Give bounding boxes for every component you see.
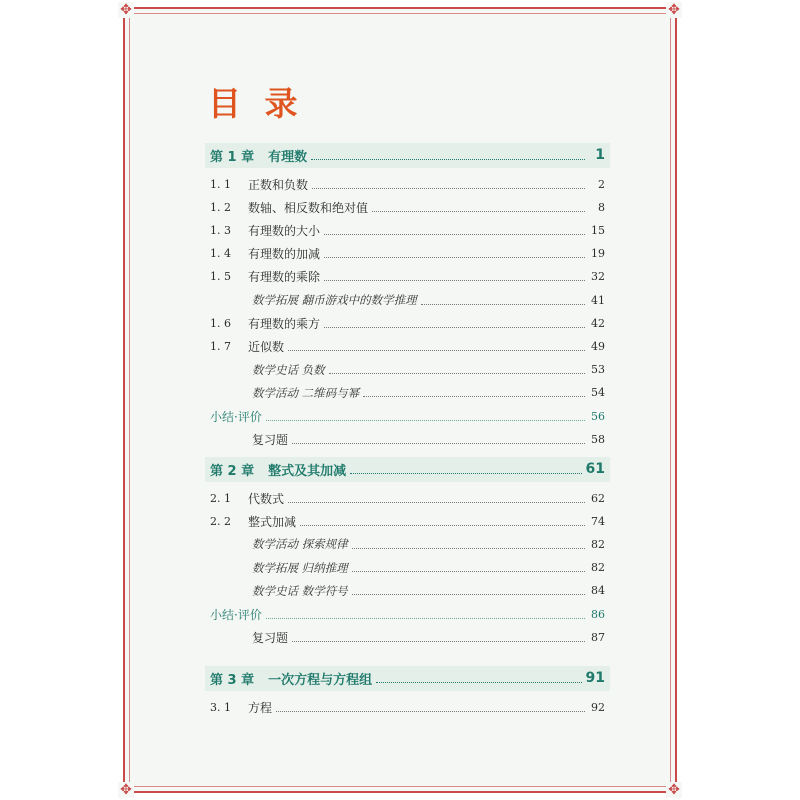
summary-label: 小结·评价 [210,409,262,424]
section-number: 3. 1 [210,700,231,714]
corner-ornament-icon: ✥ [118,2,134,18]
toc-entry[interactable] [210,429,605,449]
section-number: 1. 7 [210,339,231,353]
section-number: 2. 1 [210,491,231,505]
entry-title: 正数和负数 [248,177,309,192]
summary-label: 小结·评价 [210,607,262,622]
entry-title: 有理数的加减 [248,247,321,262]
page-number: 61 [585,461,605,477]
chapter-heading[interactable] [210,145,605,165]
entry-title: 数学拓展 翻币游戏中的数学推理 [252,293,417,307]
dot-leader [292,443,585,444]
toc-entry[interactable] [210,488,605,508]
dot-leader [363,396,585,397]
chapter-title: 整式及其加减 [268,463,347,479]
entry-title: 数轴、相反数和绝对值 [248,200,369,215]
entry-title: 数学活动 探索规律 [252,537,348,552]
dot-leader [312,188,585,189]
chapter-number: 第 1 章 [210,149,255,165]
toc-entry[interactable] [210,558,605,578]
dot-leader [276,711,585,712]
section-number: 1. 6 [210,316,231,330]
toc-entry[interactable] [210,336,605,356]
toc-entry[interactable] [210,534,605,554]
dot-leader [288,350,585,351]
page-number: 53 [591,363,605,377]
page-number: 8 [598,200,605,214]
chapter-heading[interactable] [210,668,605,688]
page-number: 32 [591,270,605,284]
page-number: 82 [591,561,605,575]
page-number: 87 [591,630,605,644]
section-number: 2. 2 [210,514,231,528]
dot-leader [324,327,585,328]
page-number: 58 [591,432,605,446]
dot-leader [350,473,581,474]
page-number: 92 [591,700,605,714]
chapter-heading[interactable] [210,459,605,479]
dot-leader [352,548,585,549]
toc-entry[interactable] [210,697,605,717]
entry-title: 有理数的乘除 [248,270,321,285]
dot-leader [324,234,585,235]
dot-leader [311,159,585,160]
entry-title: 方程 [248,700,273,715]
toc-entry[interactable] [210,174,605,194]
toc-entry[interactable] [210,360,605,380]
page-number: 41 [591,293,605,307]
entry-title: 有理数的乘方 [248,316,321,331]
chapter-number: 第 2 章 [210,463,255,479]
chapter-number: 第 3 章 [210,672,255,688]
page-number: 49 [591,339,605,353]
chapter-title: 一次方程与方程组 [268,672,373,688]
dot-leader [300,525,585,526]
dot-leader [266,420,585,421]
toc-entry[interactable] [210,244,605,264]
dot-leader [324,280,585,281]
page-number: 15 [591,223,605,237]
corner-ornament-icon: ✥ [666,2,682,18]
page-number: 54 [591,386,605,400]
page-number: 74 [591,514,605,528]
toc-entry[interactable] [210,290,605,310]
dot-leader [372,211,585,212]
dot-leader [329,373,585,374]
section-number: 1. 2 [210,200,231,214]
corner-ornament-icon: ✥ [118,782,134,798]
section-number: 1. 5 [210,270,231,284]
section-number: 1. 4 [210,247,231,261]
toc-entry[interactable] [210,581,605,601]
page-number: 2 [598,177,605,191]
entry-title: 数学史话 负数 [252,362,325,377]
entry-title: 数学活动 二维码与幂 [252,385,360,400]
dot-leader [376,682,581,683]
toc-entry[interactable] [210,197,605,217]
page-number: 84 [591,584,605,598]
page-title: 目 录 [208,84,304,123]
page-number: 42 [591,316,605,330]
toc-entry[interactable] [210,627,605,647]
dot-leader [266,618,585,619]
page-number: 82 [591,537,605,551]
page-number: 56 [591,409,605,423]
dot-leader [292,641,585,642]
dot-leader [352,594,585,595]
entry-title: 近似数 [248,339,285,354]
entry-title: 数学拓展 归纳推理 [252,560,348,575]
page-number: 86 [591,607,605,621]
entry-title: 复习题 [252,630,289,645]
summary-entry[interactable] [210,604,605,624]
page-number: 1 [595,147,605,163]
entry-title: 代数式 [248,491,285,506]
entry-title: 有理数的大小 [248,223,321,238]
page-number: 62 [591,491,605,505]
toc-entry[interactable] [210,383,605,403]
section-number: 1. 3 [210,223,231,237]
toc-entry[interactable] [210,511,605,531]
entry-title: 复习题 [252,432,289,447]
chapter-title: 有理数 [268,149,308,165]
dot-leader [288,502,585,503]
toc-entry[interactable] [210,267,605,287]
entry-title: 整式加减 [248,514,297,529]
summary-entry[interactable] [210,406,605,426]
corner-ornament-icon: ✥ [666,782,682,798]
entry-title: 数学史话 数学符号 [252,583,348,598]
page-number: 19 [591,247,605,261]
section-number: 1. 1 [210,177,231,191]
page-number: 91 [585,670,605,686]
dot-leader [352,571,585,572]
toc-entry[interactable] [210,313,605,333]
dot-leader [421,304,585,305]
dot-leader [324,257,585,258]
toc-entry[interactable] [210,220,605,240]
